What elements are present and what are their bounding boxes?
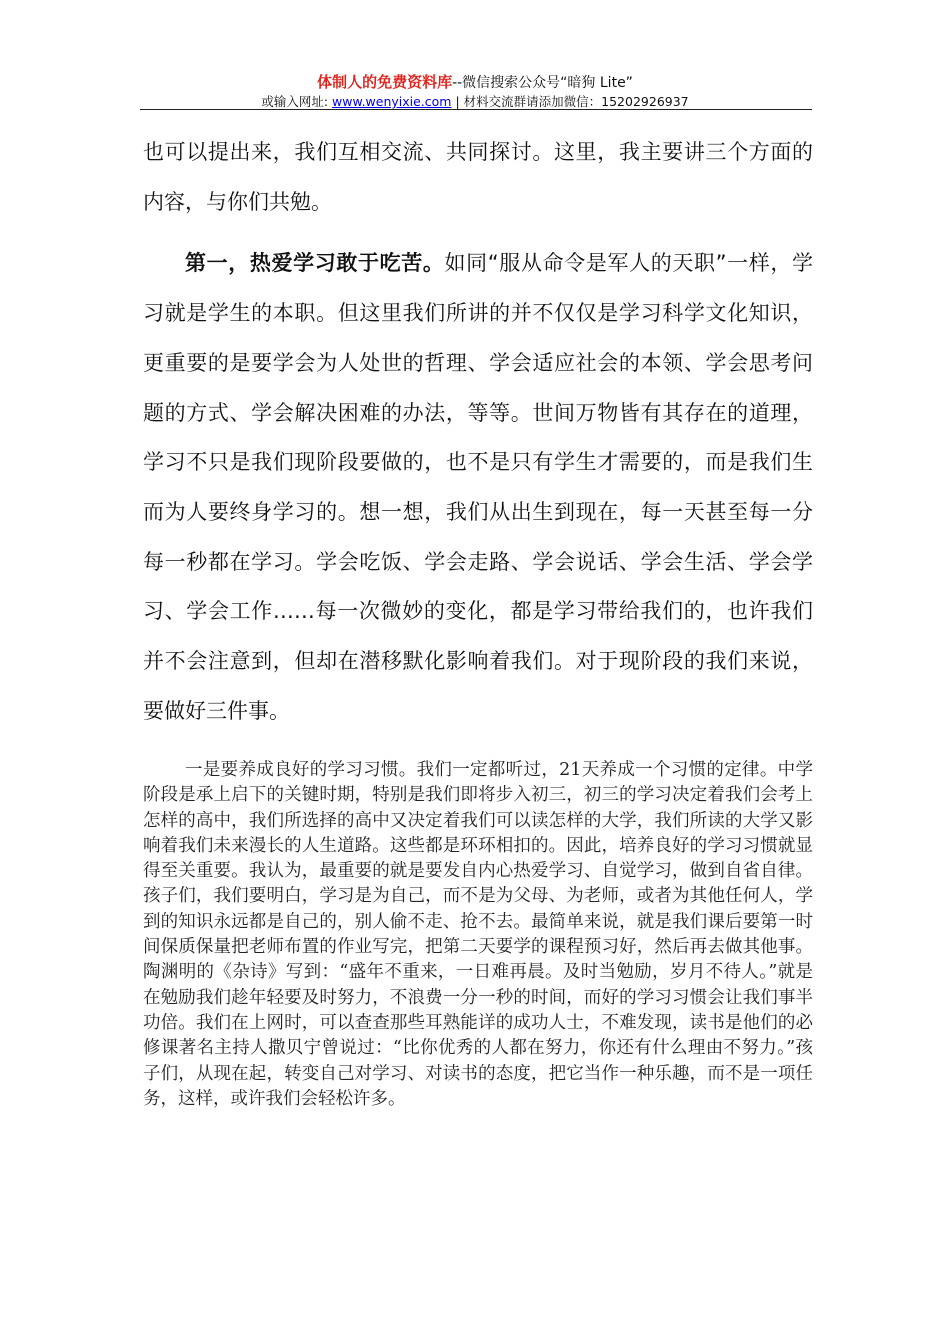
contact-info: | 材料交流群请添加微信：15202926937 <box>455 94 689 109</box>
header-divider <box>140 109 812 110</box>
body-text-serif <box>143 758 813 1112</box>
url-prefix: 或输入网址: <box>261 94 329 109</box>
paragraph-2-text: 如同“服从命令是军人的天职”一样，学习就是学生的本职。但这里我们所讲的并不仅仅是学习科学文化知识，更重要的是要学会为人处世的哲理、学会适应社会的本领、学会思考问题的方式、学会解决困难的办法，等等。世间万物皆有其存在的道理，学习不只是我们现阶段要做的，也不是只有学生才需要的，而是我们生而为人要终身学习的。想一想，我们从出生到现在，每一天甚至每一分每一秒都在学习。学会吃饭、学会走路、学会说话、学会生活、学会学习、学会工作……每一次微妙的变化，都是学习带给我们的，也许我们并不会注意到，但却在潜移默化影响着我们。对于现阶段的我们来说，要做好三件事。 <box>143 251 813 723</box>
section-heading: 第一，热爱学习敢于吃苦。 <box>185 251 445 276</box>
header-title-line <box>140 72 810 93</box>
paragraph-2 <box>143 239 813 736</box>
paragraph-1: 也可以提出来，我们互相交流、共同探讨。这里，我主要讲三个方面的内容，与你们共勉。 <box>143 140 813 214</box>
website-link[interactable]: www.wenyixie.com <box>332 94 452 109</box>
paragraph-3: 一是要养成良好的学习习惯。我们一定都听过，21天养成一个习惯的定律。中学阶段是承上启下的关键时期，特别是我们即将步入初三，初三的学习决定着我们会考上怎样的高中，我们所选择的高中又决定着我们可以读怎样的大学，我们所读的大学又影响着我们未来漫长的人生道路。这些都是环环相扣的。因此，培养良好的学习习惯就显得至关重要。我认为，最重要的就是要发自内心热爱学习、自觉学习，做到自省自律。孩子们，我们要明白，学习是为自己，而不是为父母、为老师，或者为其他任何人，学到的知识永远都是自己的，别人偷不走、抢不去。最简单来说，就是我们课后要第一时间保质保量把老师布置的作业写完，把第二天要学的课程预习好，然后再去做其他事。陶渊明的《杂诗》写到：“盛年不重来，一日难再晨。及时当勉励，岁月不待人。”就是在勉励我们趁年轻要及时努力，不浪费一分一秒的时间，而好的学习习惯会让我们事半功倍。我们在上网时，可以查查那些耳熟能详的成功人士，不难发现，读书是他们的必修课著名主持人撒贝宁曾说过：“比你优秀的人都在努力，你还有什么理由不努力。”孩子们，从现在起，转变自己对学习、对读书的态度，把它当作一种乐趣，而不是一项任务，这样，或许我们会轻松许多。 <box>143 760 813 1109</box>
body-text <box>143 128 813 736</box>
header-subtitle: --微信搜索公众号“暗狗 Lite” <box>452 75 633 91</box>
page-header <box>140 72 810 111</box>
header-title: 体制人的免费资料库 <box>317 73 453 91</box>
